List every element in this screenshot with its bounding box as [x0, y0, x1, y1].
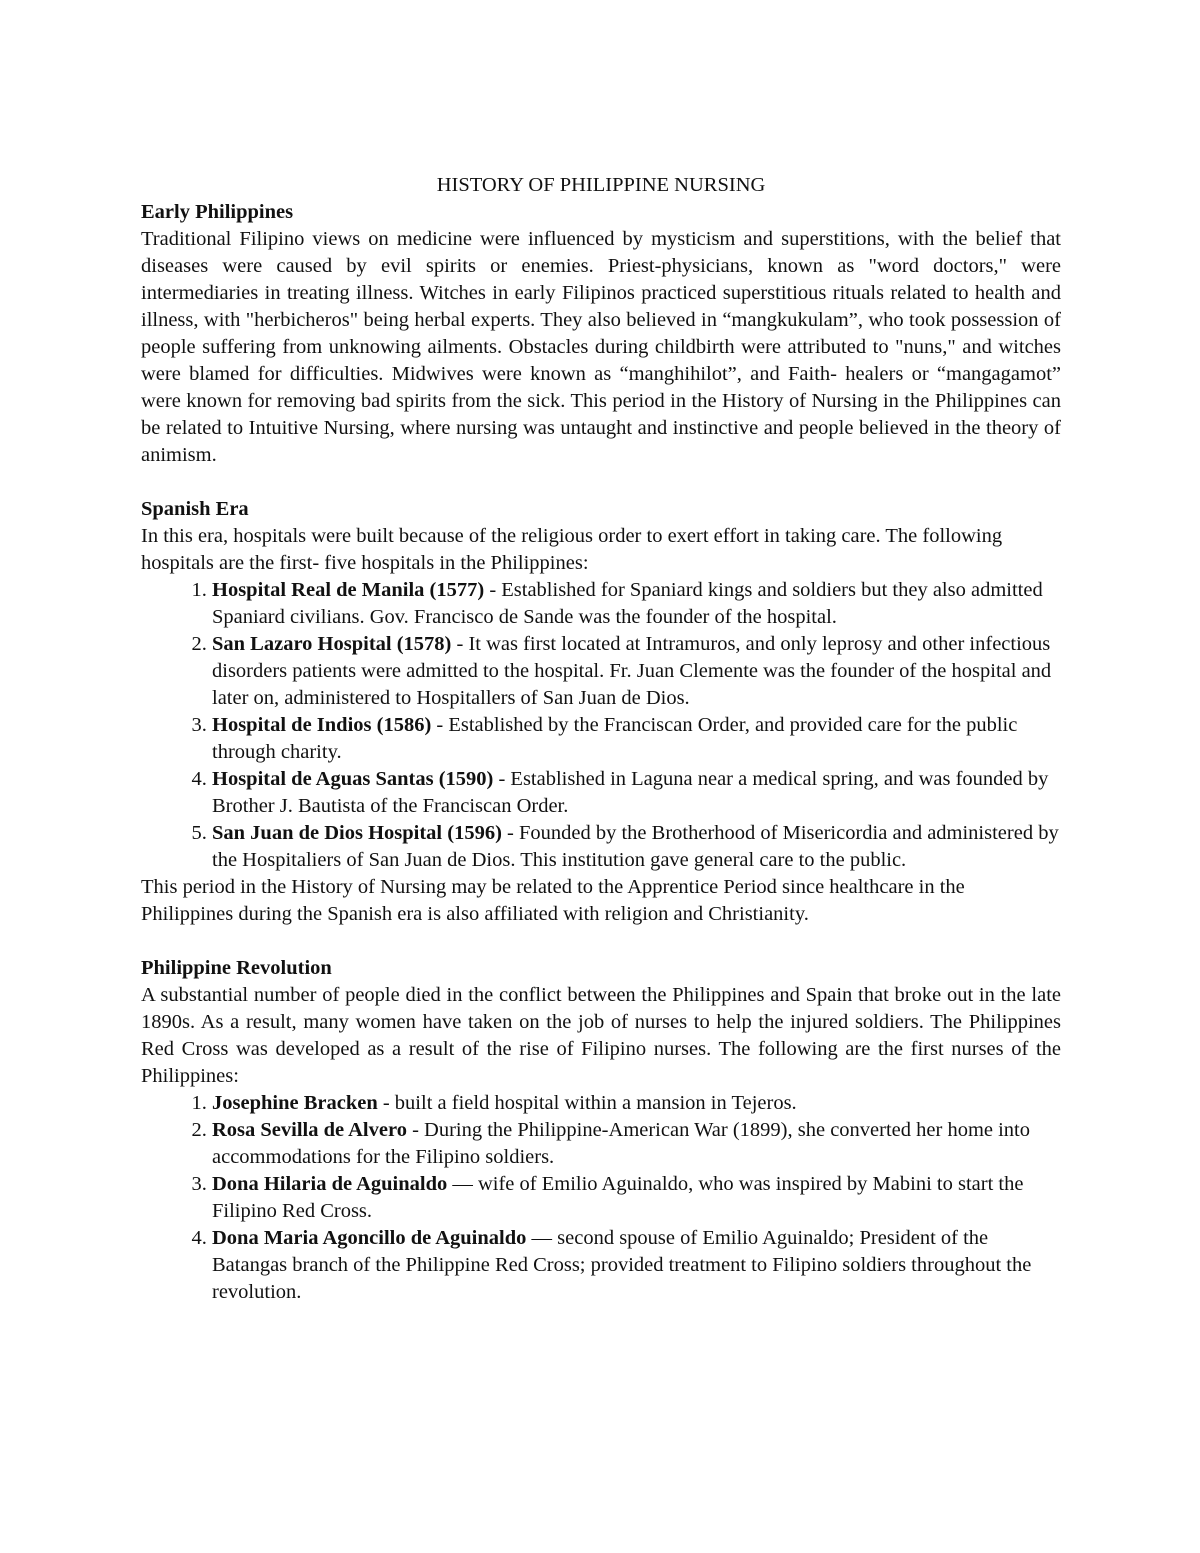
list-item	[212, 631, 1061, 712]
list-item	[212, 766, 1061, 820]
section-intro-philippine-revolution: A substantial number of people died in the conflict between the Philippines and Spain that broke out in the late 1890s. As a result, many women have taken on the job of nurses to help the injured soldiers. The Philippines Red Cross was developed as a result of the rise of Filipino nurses. The following are the first nurses of the Philippines:	[141, 984, 1061, 1087]
list-item	[212, 1225, 1061, 1306]
section-heading-spanish-era: Spanish Era	[141, 498, 249, 520]
list-item-term: Josephine Bracken	[212, 1092, 378, 1114]
document-page	[141, 172, 1061, 1306]
list-item	[212, 820, 1061, 874]
list-item-term: Dona Maria Agoncillo de Aguinaldo	[212, 1227, 527, 1249]
list-item-desc: - built a field hospital within a mansion in Tejeros.	[377, 1092, 797, 1114]
section-intro-spanish-era: In this era, hospitals were built because of the religious order to exert effort in taking care. The following hospitals are the first- five hospitals in the Philippines:	[141, 525, 1003, 574]
list-item-term: Dona Hilaria de Aguinaldo	[212, 1173, 448, 1195]
section-heading-early-philippines: Early Philippines	[141, 201, 294, 223]
list-item-term: Hospital Real de Manila (1577)	[212, 579, 485, 601]
list-item-desc: - Founded by the Brotherhood of Misericordia and administered by the Hospitaliers of San Juan de Dios. This institution gave general care to the public.	[212, 822, 1059, 871]
hospital-list	[141, 577, 1061, 874]
list-item-desc: — second spouse of Emilio Aguinaldo; President of the Batangas branch of the Philippine Red Cross; provided treatment to Filipino soldiers throughout the revolution.	[212, 1227, 1032, 1303]
list-item-term: Hospital de Indios (1586)	[212, 714, 432, 736]
spacer	[141, 928, 1061, 955]
document-title: HISTORY OF PHILIPPINE NURSING	[436, 174, 766, 196]
section-outro-spanish-era: This period in the History of Nursing may be related to the Apprentice Period since healthcare in the Philippines during the Spanish era is also affiliated with religion and Christianity.	[141, 876, 965, 925]
section-heading-philippine-revolution: Philippine Revolution	[141, 957, 332, 979]
list-item	[212, 1171, 1061, 1225]
list-item	[212, 712, 1061, 766]
nurse-list	[141, 1090, 1061, 1306]
list-item-term: Hospital de Aguas Santas (1590)	[212, 768, 494, 790]
section-paragraph-early-philippines: Traditional Filipino views on medicine were influenced by mysticism and superstitions, with the belief that diseases were caused by evil spirits or enemies. Priest-physicians, known as "word doctors," were intermediaries in treating illness. Witches in early Filipinos practiced superstitious rituals related to health and illness, with "herbicheros" being herbal experts. They also believed in “mangkukulam”, who took possession of people suffering from unknowing ailments. Obstacles during childbirth were attributed to "nuns," and witches were blamed for difficulties. Midwives were known as “manghihilot”, and Faith- healers or “mangagamot” were known for removing bad spirits from the sick. This period in the History of Nursing in the Philippines can be related to Intuitive Nursing, where nursing was untaught and instinctive and people believed in the theory of animism.	[141, 228, 1061, 466]
list-item-desc: - It was first located at Intramuros, and only leprosy and other infectious disorders patients were admitted to the hospital. Fr. Juan Clemente was the founder of the hospital and later on, administered to Hospitallers of San Juan de Dios.	[212, 633, 1052, 709]
list-item-desc: - Established by the Franciscan Order, and provided care for the public through charity.	[212, 714, 1018, 763]
list-item	[212, 577, 1061, 631]
list-item-term: San Juan de Dios Hospital (1596)	[212, 822, 502, 844]
list-item-desc: - During the Philippine-American War (1899), she converted her home into accommodations for the Filipino soldiers.	[212, 1119, 1031, 1168]
spacer	[141, 469, 1061, 496]
list-item-term: San Lazaro Hospital (1578)	[212, 633, 452, 655]
list-item-desc: - Established for Spaniard kings and soldiers but they also admitted Spaniard civilians. Gov. Francisco de Sande was the founder of the hospital.	[212, 579, 1043, 628]
list-item-term: Rosa Sevilla de Alvero	[212, 1119, 407, 1141]
list-item-desc: - Established in Laguna near a medical spring, and was founded by Brother J. Bautista of the Franciscan Order.	[212, 768, 1049, 817]
list-item	[212, 1090, 1061, 1117]
list-item-desc: — wife of Emilio Aguinaldo, who was inspired by Mabini to start the Filipino Red Cross.	[212, 1173, 1024, 1222]
list-item	[212, 1117, 1061, 1171]
